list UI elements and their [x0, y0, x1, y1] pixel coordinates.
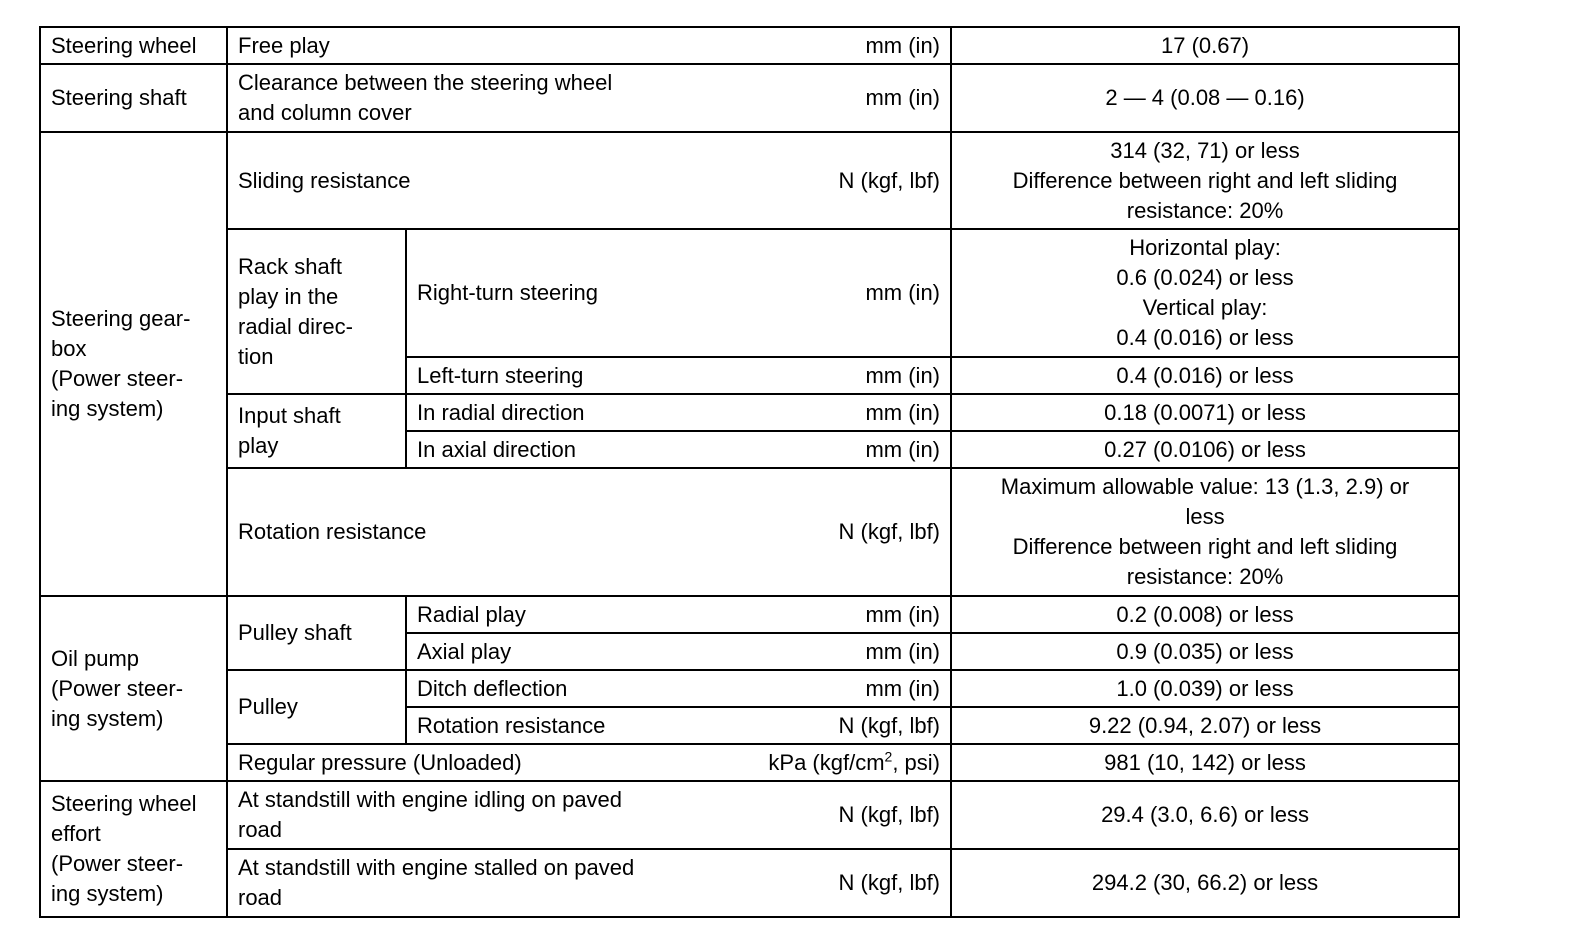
item-radial-play [406, 596, 951, 633]
unit-label: mm (in) [865, 85, 941, 110]
item-left-turn-steering [406, 357, 951, 394]
spec-value: 9.22 (0.94, 2.07) or less [951, 707, 1459, 744]
item-label: Rotation resistance [238, 519, 427, 544]
item-label: Axial play [417, 638, 512, 664]
unit-label: N (kgf, lbf) [838, 870, 941, 895]
unit-label: mm (in) [865, 362, 941, 388]
spec-value: Horizontal play: 0.6 (0.024) or less Vertical play: 0.4 (0.016) or less [951, 229, 1459, 357]
sub-input-shaft-play: Input shaft play [227, 394, 406, 468]
item-in-radial-direction [406, 394, 951, 431]
item-engine-stalled [227, 849, 951, 917]
table-row [40, 781, 1459, 849]
group-oil-pump: Oil pump (Power steer- ing system) [40, 596, 227, 781]
unit-label: mm (in) [865, 436, 941, 462]
table-row [40, 394, 1459, 431]
spec-value: 0.2 (0.008) or less [951, 596, 1459, 633]
item-clearance [227, 64, 951, 132]
spec-value: 17 (0.67) [951, 27, 1459, 64]
item-sliding-resistance [227, 132, 951, 229]
unit-label: mm (in) [865, 601, 941, 627]
unit-label: N (kgf, lbf) [838, 712, 941, 738]
item-pulley-rotation-resistance [406, 707, 951, 744]
item-label: In radial direction [417, 399, 585, 425]
table-row [40, 744, 1459, 781]
table-row [40, 468, 1459, 596]
sub-pulley: Pulley [227, 670, 406, 744]
group-steering-wheel: Steering wheel [40, 27, 227, 64]
unit-label: mm (in) [865, 399, 941, 425]
spec-value: 2 — 4 (0.08 — 0.16) [951, 64, 1459, 132]
table-row [40, 596, 1459, 633]
spec-value: 0.27 (0.0106) or less [951, 431, 1459, 468]
item-label: At standstill with engine stalled on paved road [238, 855, 635, 910]
spec-value: 0.9 (0.035) or less [951, 633, 1459, 670]
table-row [40, 229, 1459, 357]
unit-label: mm (in) [865, 280, 941, 305]
item-label: At standstill with engine idling on paved road [238, 787, 623, 842]
item-label: In axial direction [417, 436, 576, 462]
item-label: Regular pressure (Unloaded) [238, 749, 522, 775]
item-rotation-resistance [227, 468, 951, 596]
table-row [40, 64, 1459, 132]
item-label: Sliding resistance [238, 167, 411, 193]
steering-spec-table [39, 26, 1460, 918]
spec-value: 1.0 (0.039) or less [951, 670, 1459, 707]
spec-value: 29.4 (3.0, 6.6) or less [951, 781, 1459, 849]
item-label: Clearance between the steering wheel and column cover [238, 70, 613, 125]
unit-label: N (kgf, lbf) [838, 167, 941, 193]
group-steering-shaft: Steering shaft [40, 64, 227, 132]
item-regular-pressure [227, 744, 951, 781]
table-row [40, 27, 1459, 64]
unit-label: N (kgf, lbf) [838, 519, 941, 544]
item-engine-idling [227, 781, 951, 849]
item-label: Rotation resistance [417, 712, 606, 738]
item-label: Free play [238, 32, 330, 58]
spec-value: Maximum allowable value: 13 (1.3, 2.9) or less Difference between right and left sliding resistance: 20% [951, 468, 1459, 596]
item-ditch-deflection [406, 670, 951, 707]
item-right-turn-steering [406, 229, 951, 357]
table-row [40, 849, 1459, 917]
unit-label: kPa ($kgf/cm^2$, psi) [768, 748, 941, 775]
item-label: Left-turn steering [417, 362, 584, 388]
item-in-axial-direction [406, 431, 951, 468]
spec-value: 314 (32, 71) or less Difference between right and left sliding resistance: 20% [951, 132, 1459, 229]
table-row [40, 132, 1459, 229]
item-free-play [227, 27, 951, 64]
spec-value: 294.2 (30, 66.2) or less [951, 849, 1459, 917]
unit-label: mm (in) [865, 638, 941, 664]
item-label: Right-turn steering [417, 280, 598, 305]
unit-label: mm (in) [865, 32, 941, 58]
item-label: Ditch deflection [417, 675, 568, 701]
item-label: Radial play [417, 601, 526, 627]
unit-label: mm (in) [865, 675, 941, 701]
item-axial-play [406, 633, 951, 670]
spec-value: 0.18 (0.0071) or less [951, 394, 1459, 431]
unit-label: N (kgf, lbf) [838, 802, 941, 827]
group-steering-wheel-effort: Steering wheel effort (Power steer- ing system) [40, 781, 227, 917]
spec-value: 981 (10, 142) or less [951, 744, 1459, 781]
spec-value: 0.4 (0.016) or less [951, 357, 1459, 394]
sub-pulley-shaft: Pulley shaft [227, 596, 406, 670]
sub-rack-shaft-play: Rack shaft play in the radial direc- tion [227, 229, 406, 394]
group-steering-gearbox: Steering gear- box (Power steer- ing system) [40, 132, 227, 596]
table-row [40, 670, 1459, 707]
